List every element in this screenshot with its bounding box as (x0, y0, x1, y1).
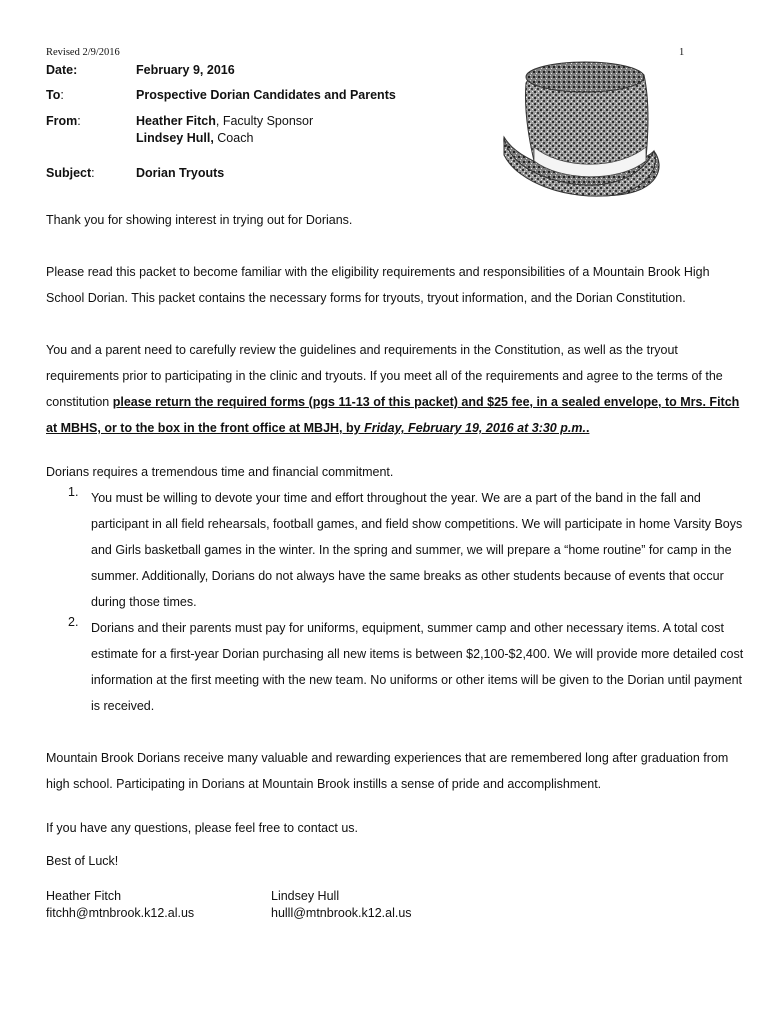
list-number-1: 1. (68, 485, 79, 499)
closing: Best of Luck! (46, 854, 119, 868)
from-line-2: Lindsey Hull, Coach (136, 131, 254, 145)
page-number: 1 (679, 47, 685, 58)
to-label: To: (46, 88, 64, 102)
deadline-date: Friday, February 19, 2016 at 3:30 p.m. (364, 421, 586, 435)
subject-label: Subject: (46, 166, 95, 180)
subject-value: Dorian Tryouts (136, 166, 225, 180)
paragraph-commitment: Dorians requires a tremendous time and financial commitment. (46, 465, 394, 479)
paragraph-experiences: Mountain Brook Dorians receive many valuable and rewarding experiences that are remembered long after graduation from high school. Participating in Dorians at Mountain Brook instills a sense of pride and accomplishment. (46, 751, 729, 791)
from-label: From: (46, 114, 81, 128)
paragraph-packet: Please read this packet to become familiar with the eligibility requirements and responsibilities of a Mountain Brook High School Dorian. This packet contains the necessary forms for tryouts, tryout information, and the Dorian Constitution. (46, 265, 710, 305)
signature-email[interactable]: fitchh@mtnbrook.k12.al.us (46, 906, 195, 920)
signature-name: Heather Fitch (46, 889, 122, 903)
list-number-2: 2. (68, 615, 79, 629)
signature-name: Lindsey Hull (271, 889, 340, 903)
signature-email[interactable]: hulll@mtnbrook.k12.al.us (271, 906, 412, 920)
list-item-2: Dorians and their parents must pay for uniforms, equipment, summer camp and other necessary items. A total cost estimate for a first-year Dorian purchasing all new items is between $2,100-$2,400. We will provide more detailed cost information at the first meeting with the new team. No uniforms or other items will be given to the Dorian until payment is received. (91, 621, 744, 713)
date-label: Date: (46, 63, 78, 77)
signature-hull (271, 888, 412, 922)
signature-fitch (46, 888, 194, 922)
top-hat-icon (498, 55, 666, 203)
paragraph-review: You and a parent need to carefully review the guidelines and requirements in the Constitution, as well as the tryout requirements prior to participating in the clinic and tryouts. If you meet all of the requirements and agree to the terms of the constitution please return the required forms (pgs 11-13 of this packet) and $25 fee, in a sealed envelope, to Mrs. Fitch at MBHS, or to the box in the front office at MBJH, by Friday, February 19, 2016 at 3:30 p.m.. (46, 343, 740, 435)
paragraph-thanks: Thank you for showing interest in trying out for Dorians. (46, 213, 353, 227)
date-value: February 9, 2016 (136, 63, 235, 77)
from-line-1: Heather Fitch, Faculty Sponsor (136, 114, 314, 128)
paragraph-questions: If you have any questions, please feel free to contact us. (46, 821, 358, 835)
list-item-1: You must be willing to devote your time and effort throughout the year. We are a part of the band in the fall and participant in all field rehearsals, football games, and field show competitions. We will participate in home Varsity Boys and Girls basketball games in the winter. In the spring and summer, we will prepare a “home routine” for camp in the summer. Additionally, Dorians do not always have the same breaks as other students because of events that occur during those times. (91, 491, 743, 609)
revised-date: Revised 2/9/2016 (46, 47, 120, 58)
deadline-instructions: please return the required forms (pgs 11-13 of this packet) and $25 fee, in a sealed envelope, to Mrs. Fitch at MBHS, or to the box in the front office at MBJH, by (46, 395, 740, 435)
to-value: Prospective Dorian Candidates and Parents (136, 88, 396, 102)
